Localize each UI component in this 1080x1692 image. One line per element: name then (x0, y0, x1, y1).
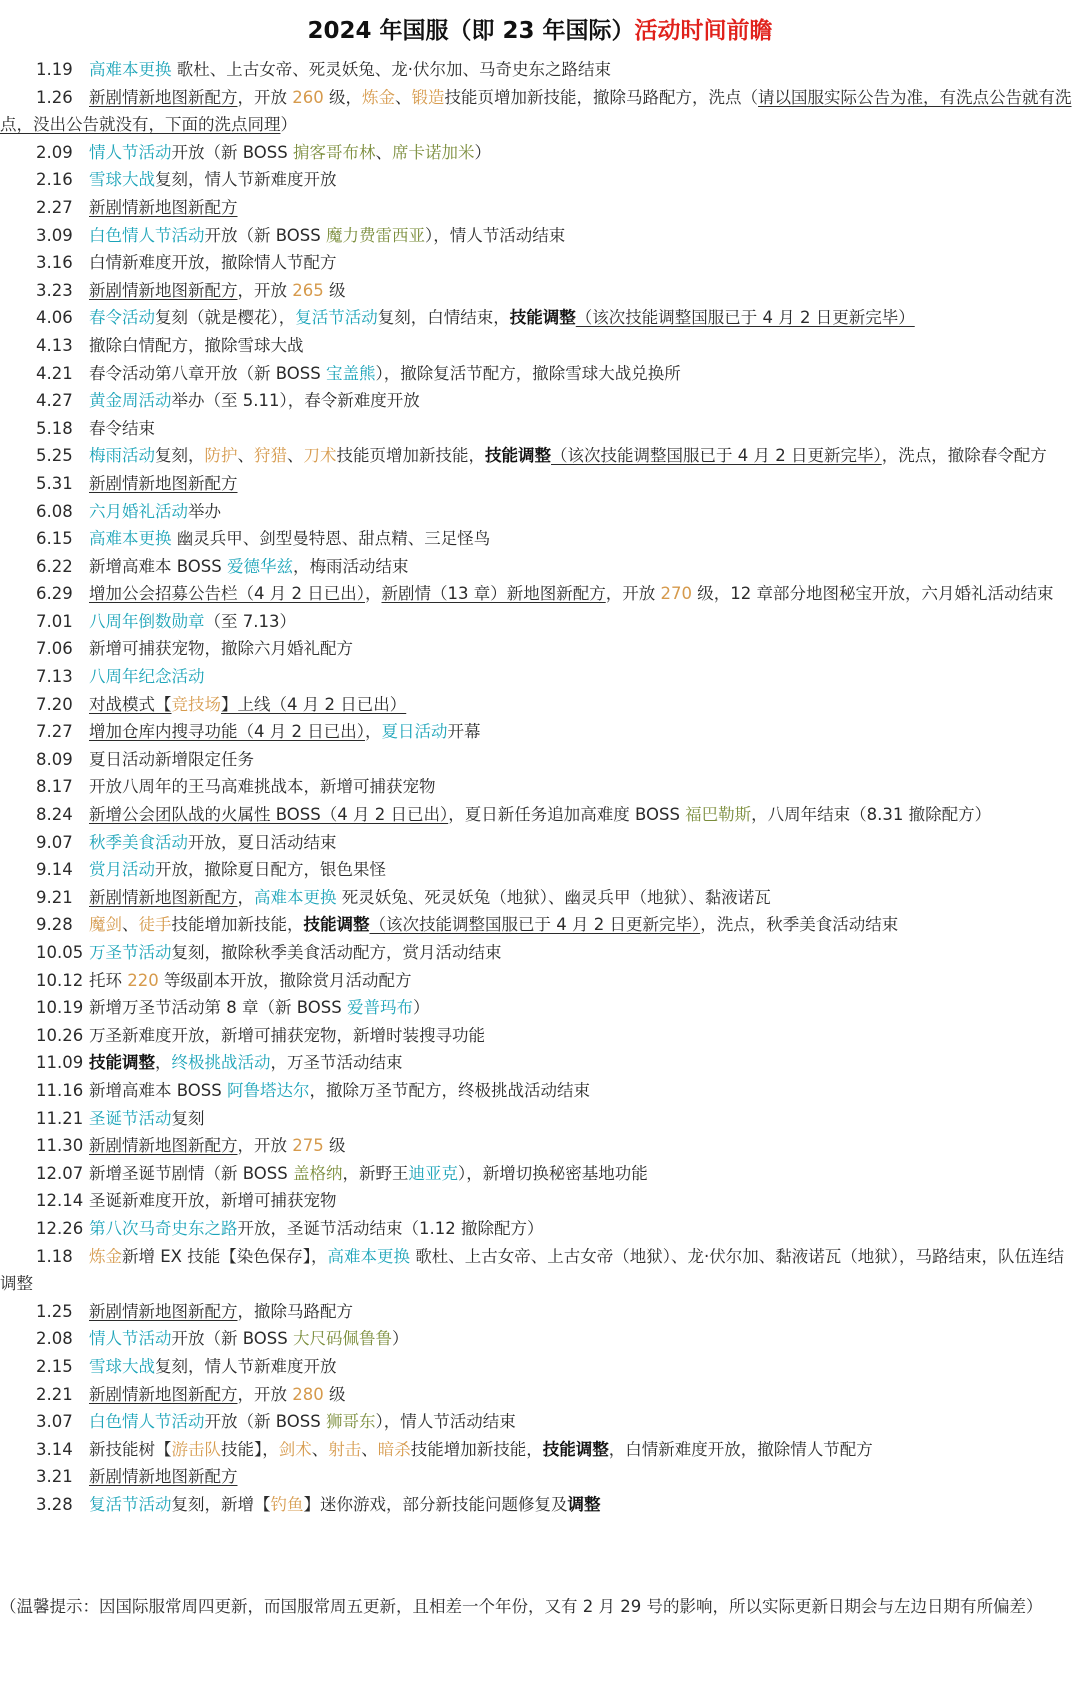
schedule-row (0, 663, 1080, 691)
row-date: 5.18 (36, 418, 73, 438)
row-text: 开放（新 BOSS (171, 1329, 293, 1349)
schedule-row (0, 691, 1080, 719)
row-date: 9.21 (36, 887, 73, 907)
row-text: 开幕 (447, 722, 481, 742)
row-text: 圣诞节活动 (89, 1108, 172, 1128)
row-text: 复刻 (171, 1108, 205, 1128)
row-date: 6.08 (36, 501, 73, 521)
row-date: 6.15 (36, 529, 73, 549)
row-date: 4.21 (36, 363, 73, 383)
row-date: 9.28 (36, 915, 73, 935)
row-text: ），情人节活动结束 (375, 1412, 516, 1432)
row-text: 举办（至 5.11），春令新难度开放 (171, 391, 420, 411)
row-text: 爱德华兹 (226, 556, 293, 576)
schedule-row (0, 1408, 1080, 1436)
row-text: ，洗点，秋季美食活动结束 (700, 915, 899, 935)
row-text: ，夏日新任务追加高难度 BOSS (448, 805, 686, 825)
row-date: 1.26 (36, 87, 73, 107)
row-text: 游击队 (171, 1439, 221, 1459)
row-text: 开放（新 BOSS (171, 142, 293, 162)
row-text: 265 (292, 280, 324, 300)
row-text: ） (474, 142, 491, 162)
row-text: 增加仓库内搜寻功能（4 月 2 日已出） (89, 722, 365, 742)
row-text: ， (364, 584, 382, 604)
row-text: 歌杜、上古女帝、上古女帝（地狱）、龙·伏尔加、黏液诺瓦（地狱），马路结束，队伍连结调整 (0, 1246, 1064, 1294)
row-text: 高难本更换 (89, 529, 172, 549)
row-date: 2.15 (36, 1356, 73, 1376)
row-text: ），情人节活动结束 (424, 225, 566, 245)
row-text: ， (155, 1053, 172, 1073)
schedule-row (0, 718, 1080, 746)
row-date: 9.07 (36, 832, 73, 852)
schedule-row (0, 84, 1080, 139)
row-text: 对战模式【 (89, 694, 172, 714)
row-date: 11.16 (36, 1080, 84, 1100)
schedule-row (0, 415, 1080, 443)
schedule-row (0, 1077, 1080, 1105)
row-text: 新增万圣节活动第 8 章（新 BOSS (89, 998, 347, 1018)
schedule-row (0, 56, 1080, 84)
row-text: 、 (311, 1439, 329, 1459)
row-text: 新剧情新地图新配方 (89, 280, 238, 300)
row-text: 狮哥东 (325, 1412, 376, 1432)
row-text: 竞技场 (171, 694, 221, 714)
schedule-row (0, 553, 1080, 581)
row-date: 3.21 (36, 1467, 73, 1487)
row-text: 级， (323, 87, 362, 107)
row-text: 幽灵兵甲、剑型曼特恩、甜点精、三足怪鸟 (171, 529, 491, 549)
row-text: 270 (660, 584, 692, 604)
row-date: 11.30 (36, 1136, 84, 1156)
row-text: ），新增切换秘密基地功能 (457, 1163, 648, 1183)
row-date: 10.26 (36, 1025, 84, 1045)
row-text: ，撤除马路配方 (237, 1301, 353, 1321)
row-text: （该次技能调整国服已于 4 月 2 日更新完毕） (369, 915, 701, 935)
row-text: ） (412, 998, 430, 1018)
row-date: 3.09 (36, 225, 73, 245)
row-date: 9.14 (36, 860, 73, 880)
row-text: ，开放 (237, 1136, 293, 1156)
row-date: 8.09 (36, 749, 73, 769)
row-text: 增加公会招募公告栏（4 月 2 日已出） (89, 584, 365, 604)
row-text: 开放（新 BOSS (204, 225, 326, 245)
row-text: 技能调整 (89, 1053, 155, 1073)
row-date: 1.18 (36, 1246, 73, 1266)
schedule-row (0, 1353, 1080, 1381)
schedule-row (0, 801, 1080, 829)
row-text: ， (237, 887, 254, 907)
row-text: 夏日活动 (381, 722, 448, 742)
row-text: 开放，夏日活动结束 (188, 832, 337, 852)
schedule-row (0, 139, 1080, 167)
row-text: （至 7.13） (204, 611, 296, 631)
row-date: 11.21 (36, 1108, 84, 1128)
row-text: 260 (292, 87, 324, 107)
row-date: 2.21 (36, 1384, 73, 1404)
row-date: 10.12 (36, 970, 84, 990)
row-text: 、 (361, 1439, 378, 1459)
schedule-row (0, 304, 1080, 332)
row-text: 赏月活动 (89, 860, 155, 880)
row-text: 万圣节活动 (89, 943, 172, 962)
row-text: 阿鲁塔达尔 (226, 1080, 310, 1100)
row-text: 等级副本开放，撤除赏月活动配方 (158, 970, 412, 990)
schedule-row (0, 1132, 1080, 1160)
row-date: 7.01 (36, 611, 73, 631)
row-text: 新增 EX 技能【染色保存】， (122, 1246, 328, 1266)
row-text: 】上线（4 月 2 日已出） (221, 694, 407, 714)
row-text: 炼金 (362, 87, 395, 107)
row-text: 复活节活动 (295, 308, 378, 328)
schedule-row (0, 166, 1080, 194)
row-text: 新剧情新地图新配方 (89, 197, 238, 217)
row-text: 技能】， (221, 1439, 279, 1459)
row-text: 新增公会团队战的火属性 BOSS（4 月 2 日已出） (89, 805, 449, 825)
schedule-row (0, 939, 1080, 967)
row-text: ，万圣节活动结束 (270, 1053, 403, 1073)
row-text: 新剧情新地图新配方 (89, 1467, 238, 1487)
row-text: 钓鱼 (270, 1494, 304, 1514)
row-text: 白色情人节活动 (89, 1412, 205, 1432)
row-text: 新剧情（13 章）新地图新配方 (381, 584, 606, 604)
schedule-row (0, 1049, 1080, 1077)
row-text: 刀术 (303, 446, 337, 466)
row-text: 情人节活动 (89, 142, 172, 162)
row-text: 开放，撤除夏日配方，银色果怪 (155, 860, 386, 880)
row-text: 级 (323, 1136, 346, 1156)
row-date: 3.23 (36, 280, 73, 300)
row-text: 新剧情新地图新配方 (89, 473, 238, 493)
schedule-row (0, 1022, 1080, 1050)
row-date: 8.17 (36, 777, 73, 797)
row-text: 新增高难本 BOSS (89, 1080, 227, 1100)
schedule-row (0, 1105, 1080, 1133)
row-text: 春令结束 (89, 418, 155, 438)
row-text: ，白情新难度开放，撤除情人节配方 (608, 1439, 873, 1459)
schedule-row (0, 884, 1080, 912)
row-text: 白色情人节活动 (89, 225, 205, 245)
row-text: 新增高难本 BOSS (89, 556, 227, 576)
row-text: 技能页增加新技能， (336, 446, 485, 466)
row-text: 托环 (89, 970, 128, 990)
row-date: 4.06 (36, 308, 73, 328)
schedule-row (0, 332, 1080, 360)
row-text: 席卡诺加米 (391, 142, 475, 162)
schedule-row (0, 856, 1080, 884)
row-text: 280 (292, 1384, 324, 1404)
row-text: ，开放 (605, 584, 661, 604)
row-date: 2.16 (36, 170, 73, 190)
row-text: 圣诞新难度开放，新增可捕获宠物 (89, 1191, 337, 1211)
row-text: 高难本更换 (89, 60, 172, 79)
row-text: 掮客哥布林 (292, 142, 376, 162)
row-text: 】迷你游戏，部分新技能问题修复及 (303, 1494, 568, 1514)
row-text: 新剧情新地图新配方 (89, 1384, 238, 1404)
row-text: 迪亚克 (408, 1163, 458, 1183)
schedule-row (0, 911, 1080, 939)
row-text: 复刻， (155, 446, 205, 466)
row-date: 3.14 (36, 1439, 73, 1459)
schedule-row (0, 1160, 1080, 1188)
row-text: 复刻，新增【 (171, 1494, 271, 1514)
row-text: 炼金 (89, 1246, 122, 1266)
title-main: 2024 年国服（即 23 年国际） (307, 18, 635, 44)
row-text: 八周年纪念活动 (89, 667, 205, 687)
schedule-row (0, 1381, 1080, 1409)
row-text: 技能调整 (303, 915, 370, 935)
schedule-row (0, 994, 1080, 1022)
row-date: 8.24 (36, 805, 73, 825)
row-text: 魔剑 (89, 915, 122, 935)
row-date: 12.07 (36, 1163, 84, 1183)
row-text: 新剧情新地图新配方 (89, 1136, 238, 1156)
schedule-row (0, 1187, 1080, 1215)
row-date: 12.14 (36, 1191, 84, 1211)
row-text: 复刻，情人节新难度开放 (155, 1356, 337, 1376)
row-text: 春令活动 (89, 308, 155, 328)
row-date: 12.26 (36, 1218, 84, 1238)
row-text: 撤除白情配方，撤除雪球大战 (89, 335, 304, 355)
row-text: 魔力费雷西亚 (325, 225, 425, 245)
schedule-row (0, 249, 1080, 277)
row-text: 万圣新难度开放，新增可捕获宠物，新增时装搜寻功能 (89, 1025, 485, 1045)
row-text: 级，12 章部分地图秘宝开放，六月婚礼活动结束 (691, 584, 1054, 604)
row-text: 开放八周年的王马高难挑战本，新增可捕获宠物 (89, 777, 436, 797)
row-text: 复刻，撤除秋季美食活动配方，赏月活动结束 (171, 943, 502, 962)
row-text: 调整 (567, 1494, 601, 1514)
schedule-row (0, 608, 1080, 636)
row-date: 5.31 (36, 473, 73, 493)
row-text: 220 (127, 970, 159, 990)
row-text: 、 (395, 87, 412, 107)
footnote: （温馨提示：因国际服常周四更新，而国服常周五更新，且相差一个年份，又有 2 月 29 号的影响，所以实际更新日期会与左边日期有所偏差） (0, 1597, 1043, 1616)
row-text: 举办 (188, 501, 221, 521)
schedule-row (0, 1298, 1080, 1326)
row-text: 275 (292, 1136, 324, 1156)
schedule-row (0, 442, 1080, 470)
row-text: 请以国服实际公告为准，有洗点公告就有洗点，没出公告就没有，下面的洗点同理 (0, 87, 1072, 135)
schedule-row (0, 360, 1080, 388)
row-text: 级 (323, 1384, 346, 1404)
row-date: 1.19 (36, 60, 73, 79)
schedule-row (0, 635, 1080, 663)
schedule-row (0, 498, 1080, 526)
row-text: 第八次马奇史东之路 (89, 1218, 238, 1238)
row-text: 、 (122, 915, 139, 935)
row-date: 2.09 (36, 142, 73, 162)
row-text: 锻造 (411, 87, 445, 107)
row-text: 、 (237, 446, 254, 466)
row-text: 大尺码佩鲁鲁 (292, 1329, 392, 1349)
row-text: 秋季美食活动 (89, 832, 188, 852)
row-text: 死灵妖兔、死灵妖兔（地狱）、幽灵兵甲（地狱）、黏液诺瓦 (336, 887, 771, 907)
row-date: 3.07 (36, 1412, 73, 1432)
row-text: 新剧情新地图新配方 (89, 1301, 238, 1321)
schedule-row (0, 1215, 1080, 1243)
row-date: 7.27 (36, 722, 73, 742)
event-schedule-list (0, 56, 1080, 1518)
row-text: 技能页增加新技能，撤除马路配方，洗点（ (444, 87, 758, 107)
schedule-row (0, 1243, 1080, 1298)
row-text: 黄金周活动 (89, 391, 172, 411)
row-text: ， (364, 722, 382, 742)
row-text: 狩猎 (254, 446, 287, 466)
row-text: 开放，圣诞节活动结束（1.12 撤除配方） (237, 1218, 544, 1238)
row-text: 新剧情新地图新配方 (89, 87, 238, 107)
schedule-row (0, 773, 1080, 801)
schedule-row (0, 470, 1080, 498)
row-text: 新增可捕获宠物，撤除六月婚礼配方 (89, 639, 353, 659)
row-text: 新技能树【 (89, 1439, 172, 1459)
schedule-row (0, 829, 1080, 857)
row-text: 六月婚礼活动 (89, 501, 188, 521)
schedule-row (0, 1436, 1080, 1464)
row-date: 7.13 (36, 667, 73, 687)
row-text: 复刻（就是樱花）， (155, 308, 296, 328)
row-text: 盖格纳 (292, 1163, 343, 1183)
row-text: （该次技能调整国服已于 4 月 2 日更新完毕） (575, 308, 915, 328)
row-text: 技能调整 (509, 308, 576, 328)
schedule-row (0, 1463, 1080, 1491)
row-date: 5.25 (36, 446, 73, 466)
row-text: 防护 (204, 446, 238, 466)
row-text: 爱普玛布 (346, 998, 413, 1018)
row-text: 级 (323, 280, 346, 300)
row-text: 八周年倒数勋章 (89, 611, 205, 631)
row-date: 4.27 (36, 391, 73, 411)
row-text: （该次技能调整国服已于 4 月 2 日更新完毕） (551, 446, 882, 466)
row-text: ，开放 (237, 87, 293, 107)
title-highlight: 活动时间前瞻 (634, 18, 773, 44)
row-text: 射击 (328, 1439, 362, 1459)
row-text: 暗杀 (377, 1439, 411, 1459)
schedule-row (0, 967, 1080, 995)
row-text: 、 (375, 142, 392, 162)
schedule-row (0, 277, 1080, 305)
row-text: ，开放 (237, 1384, 293, 1404)
row-text: 宝盖熊 (325, 363, 376, 383)
row-date: 7.20 (36, 694, 73, 714)
row-text: 情人节活动 (89, 1329, 172, 1349)
row-text: 复刻，情人节新难度开放 (155, 170, 337, 190)
row-text: 终极挑战活动 (171, 1053, 271, 1073)
row-text: 复刻，白情结束， (377, 308, 510, 328)
schedule-row (0, 1325, 1080, 1353)
row-text: ，洗点，撤除春令配方 (881, 446, 1047, 466)
row-text: ，新野王 (342, 1163, 409, 1183)
row-text: 新增圣诞节剧情（新 BOSS (89, 1163, 293, 1183)
row-date: 2.27 (36, 197, 73, 217)
row-text: 剑术 (278, 1439, 312, 1459)
row-text: 开放（新 BOSS (204, 1412, 326, 1432)
row-text: 高难本更换 (254, 887, 337, 907)
schedule-row (0, 580, 1080, 608)
row-date: 7.06 (36, 639, 73, 659)
schedule-row (0, 1491, 1080, 1519)
row-text: 新剧情新地图新配方 (89, 887, 238, 907)
row-date: 3.16 (36, 253, 73, 273)
row-text: 技能增加新技能， (171, 915, 304, 935)
row-text: 技能增加新技能， (410, 1439, 543, 1459)
row-text: 复活节活动 (89, 1494, 172, 1514)
row-text: ，八周年结束（8.31 撤除配方） (751, 805, 992, 825)
row-text: 梅雨活动 (89, 446, 155, 466)
row-text: 春令活动第八章开放（新 BOSS (89, 363, 326, 383)
schedule-row (0, 746, 1080, 774)
schedule-row (0, 194, 1080, 222)
row-date: 4.13 (36, 335, 73, 355)
row-date: 2.08 (36, 1329, 73, 1349)
row-date: 1.25 (36, 1301, 73, 1321)
row-text: 高难本更换 (327, 1246, 410, 1266)
row-text: ），撤除复活节配方，撤除雪球大战兑换所 (375, 363, 681, 383)
row-text: 福巴勒斯 (685, 805, 752, 825)
row-text: 白情新难度开放，撤除情人节配方 (89, 253, 337, 273)
row-text: 技能调整 (485, 446, 551, 466)
row-text: 雪球大战 (89, 170, 155, 190)
page-title (0, 12, 1080, 45)
row-text: ，梅雨活动结束 (292, 556, 409, 576)
row-text: 雪球大战 (89, 1356, 155, 1376)
row-date: 6.22 (36, 556, 73, 576)
row-date: 6.29 (36, 584, 73, 604)
row-text: 歌杜、上古女帝、死灵妖兔、龙·伏尔加、马奇史东之路结束 (171, 60, 611, 79)
row-text: ，开放 (237, 280, 293, 300)
row-text: 技能调整 (542, 1439, 609, 1459)
row-date: 11.09 (36, 1053, 84, 1073)
row-date: 3.28 (36, 1494, 73, 1514)
row-text: ，撤除万圣节配方，终极挑战活动结束 (309, 1080, 590, 1100)
schedule-row (0, 387, 1080, 415)
row-text: 徒手 (138, 915, 172, 935)
row-date: 10.19 (36, 998, 84, 1018)
schedule-row (0, 222, 1080, 250)
schedule-row (0, 525, 1080, 553)
row-date: 10.05 (36, 943, 84, 962)
row-text: ） (391, 1329, 409, 1349)
row-text: 夏日活动新增限定任务 (89, 749, 254, 769)
row-text: ） (280, 115, 297, 135)
row-text: 、 (287, 446, 304, 466)
